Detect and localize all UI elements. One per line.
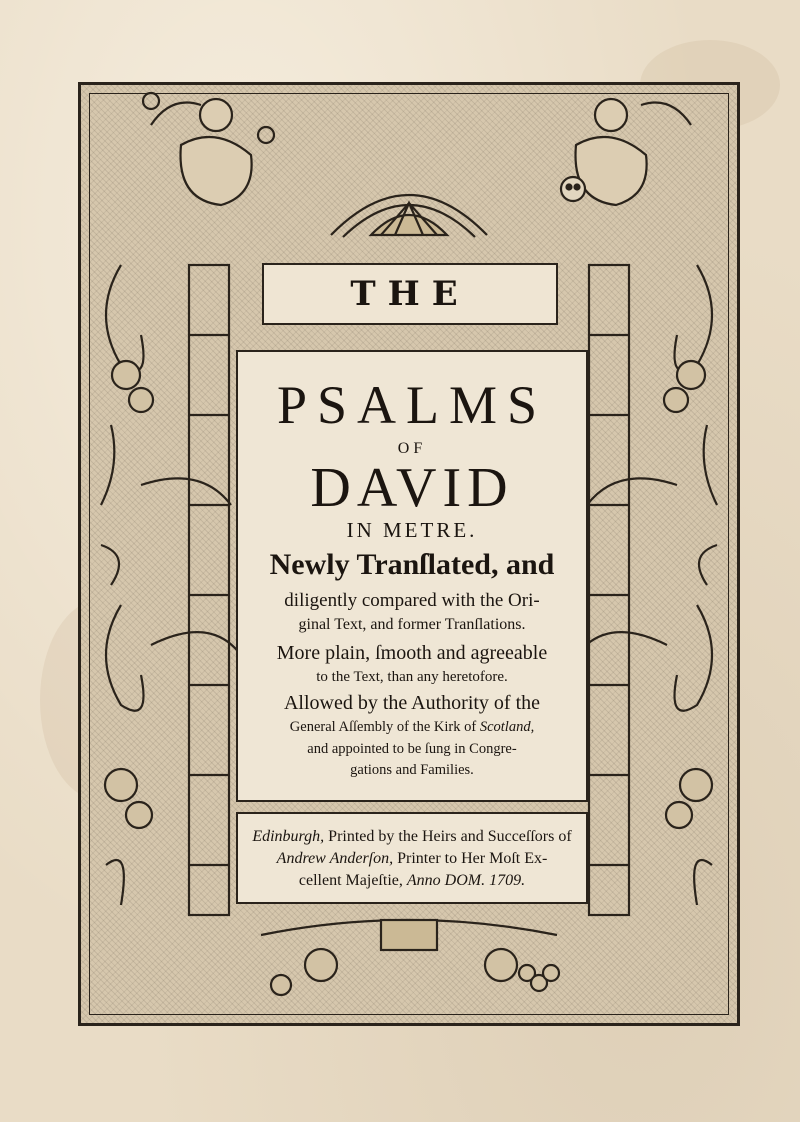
subtitle-line-5: to the Text, than any heretofore. xyxy=(316,669,508,685)
subtitle-line-7 xyxy=(238,719,586,736)
subtitle-line-7-text: General Aſſembly of the Kirk of xyxy=(289,719,480,735)
imprint-line-1-text: Printed by the Heirs and Succeſſors of xyxy=(324,828,572,845)
skull-icon xyxy=(561,177,585,201)
imprint-line-2-text: Printer to Her Moſt Ex- xyxy=(393,850,548,867)
imprint-line-3-text: cellent Majeſtie, xyxy=(298,872,407,889)
imprint-anno-dom: Anno DOM. xyxy=(406,872,486,889)
imprint-line-3 xyxy=(238,872,586,890)
subtitle-line-3: ginal Text, and former Tranſlations. xyxy=(298,616,526,633)
title-text-panel xyxy=(236,350,588,802)
title-in-metre: IN METRE. xyxy=(346,518,478,542)
subtitle-line-1: Newly Tranſlated, and xyxy=(269,548,555,581)
imprint-place: Edinburgh, xyxy=(252,828,325,845)
imprint-panel xyxy=(236,812,588,904)
cherub-right-icon xyxy=(576,99,692,205)
subtitle-line-4: More plain, ſmooth and agreeable xyxy=(276,642,548,664)
imprint-year: 1709. xyxy=(485,872,526,889)
subtitle-scotland: Scotland, xyxy=(479,719,535,735)
title-the: THE xyxy=(350,274,470,314)
imprint-line-2 xyxy=(238,850,586,868)
subtitle-line-9: gations and Families. xyxy=(350,762,474,778)
subtitle-line-6: Allowed by the Authority of the xyxy=(283,692,541,714)
title-david: DAVID xyxy=(310,457,514,519)
imprint-printer-name: Andrew Anderſon, xyxy=(276,850,394,867)
subtitle-line-8: and appointed to be ſung in Congre- xyxy=(307,741,517,757)
title-psalms: PSALMS xyxy=(276,375,548,435)
subtitle-line-2: diligently compared with the Ori- xyxy=(284,590,540,611)
imprint-line-1 xyxy=(238,828,586,846)
title-of: OF xyxy=(397,440,427,457)
scallop-shell-icon xyxy=(371,203,447,235)
cherub-left-icon xyxy=(143,93,274,205)
the-cartouche xyxy=(262,263,558,325)
